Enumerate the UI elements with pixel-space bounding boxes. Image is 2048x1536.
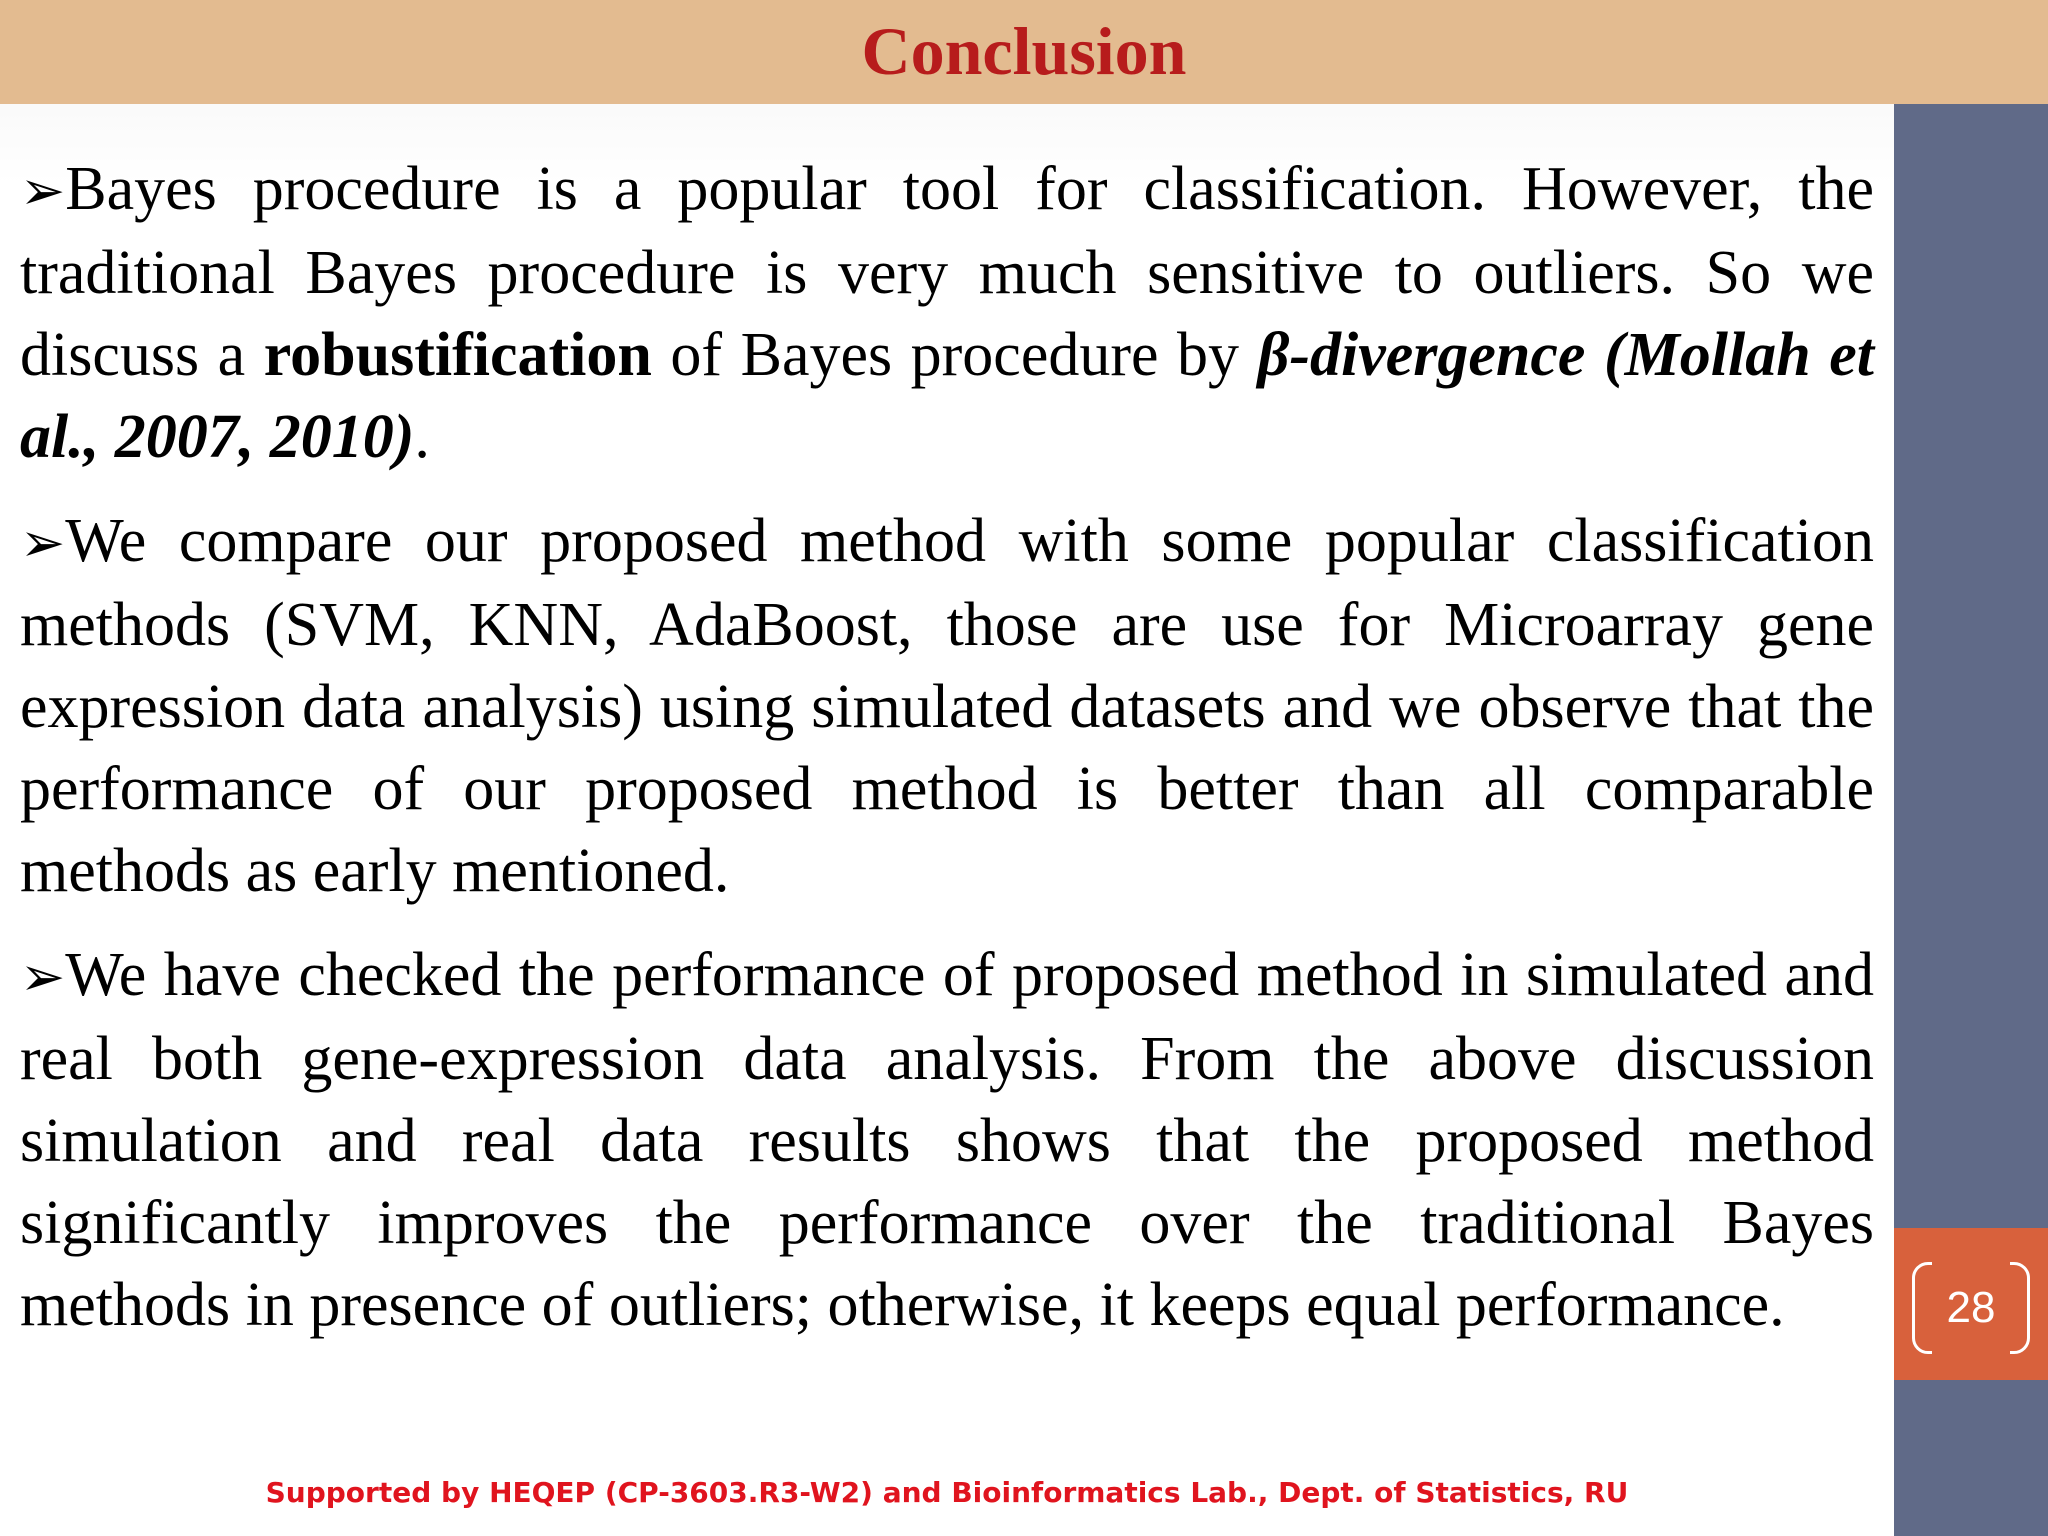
bullet-2 bbox=[20, 500, 1874, 912]
slide-content bbox=[20, 148, 1874, 1368]
bullet-1-text-b: of Bayes procedure by bbox=[651, 321, 1258, 389]
bullet-1 bbox=[20, 148, 1874, 478]
slide-title: Conclusion bbox=[861, 12, 1187, 89]
bullet-2-text: We compare our proposed method with some popular classification methods (SVM, KNN, AdaBoost, those are use for Microarray gene expression data analysis) using simulated datasets and we observe that the performance of our proposed method is better than all comparable methods as early mentioned. bbox=[20, 507, 1874, 905]
bullet-1-bold: robustification bbox=[263, 321, 652, 389]
title-bar bbox=[0, 0, 2048, 104]
bullet-arrow-icon: ➢ bbox=[20, 945, 66, 1008]
bullet-arrow-icon: ➢ bbox=[20, 511, 66, 574]
bullet-arrow-icon: ➢ bbox=[20, 159, 66, 222]
page-number: 28 bbox=[1946, 1283, 1996, 1332]
footer-acknowledgement: Supported by HEQEP (CP-3603.R3-W2) and Bioinformatics Lab., Dept. of Statistics, RU bbox=[265, 1476, 1629, 1509]
bullet-1-text-c: . bbox=[414, 403, 430, 471]
bullet-3 bbox=[20, 934, 1874, 1346]
bullet-3-text: We have checked the performance of proposed method in simulated and real both gene-expression data analysis. From the above discussion simulation and real data results shows that the proposed method significantly improves the performance over the traditional Bayes methods in presence of outliers; otherwise, it keeps equal performance. bbox=[20, 941, 1874, 1339]
bullet-1-text-a: Bayes procedure is a popular tool for classification. However, the traditional Bayes procedure is very much sensitive to outliers. So we discuss a bbox=[20, 155, 1874, 389]
bullet-1-citation: β-divergence (Mollah et al., 2007, 2010) bbox=[20, 321, 1874, 471]
